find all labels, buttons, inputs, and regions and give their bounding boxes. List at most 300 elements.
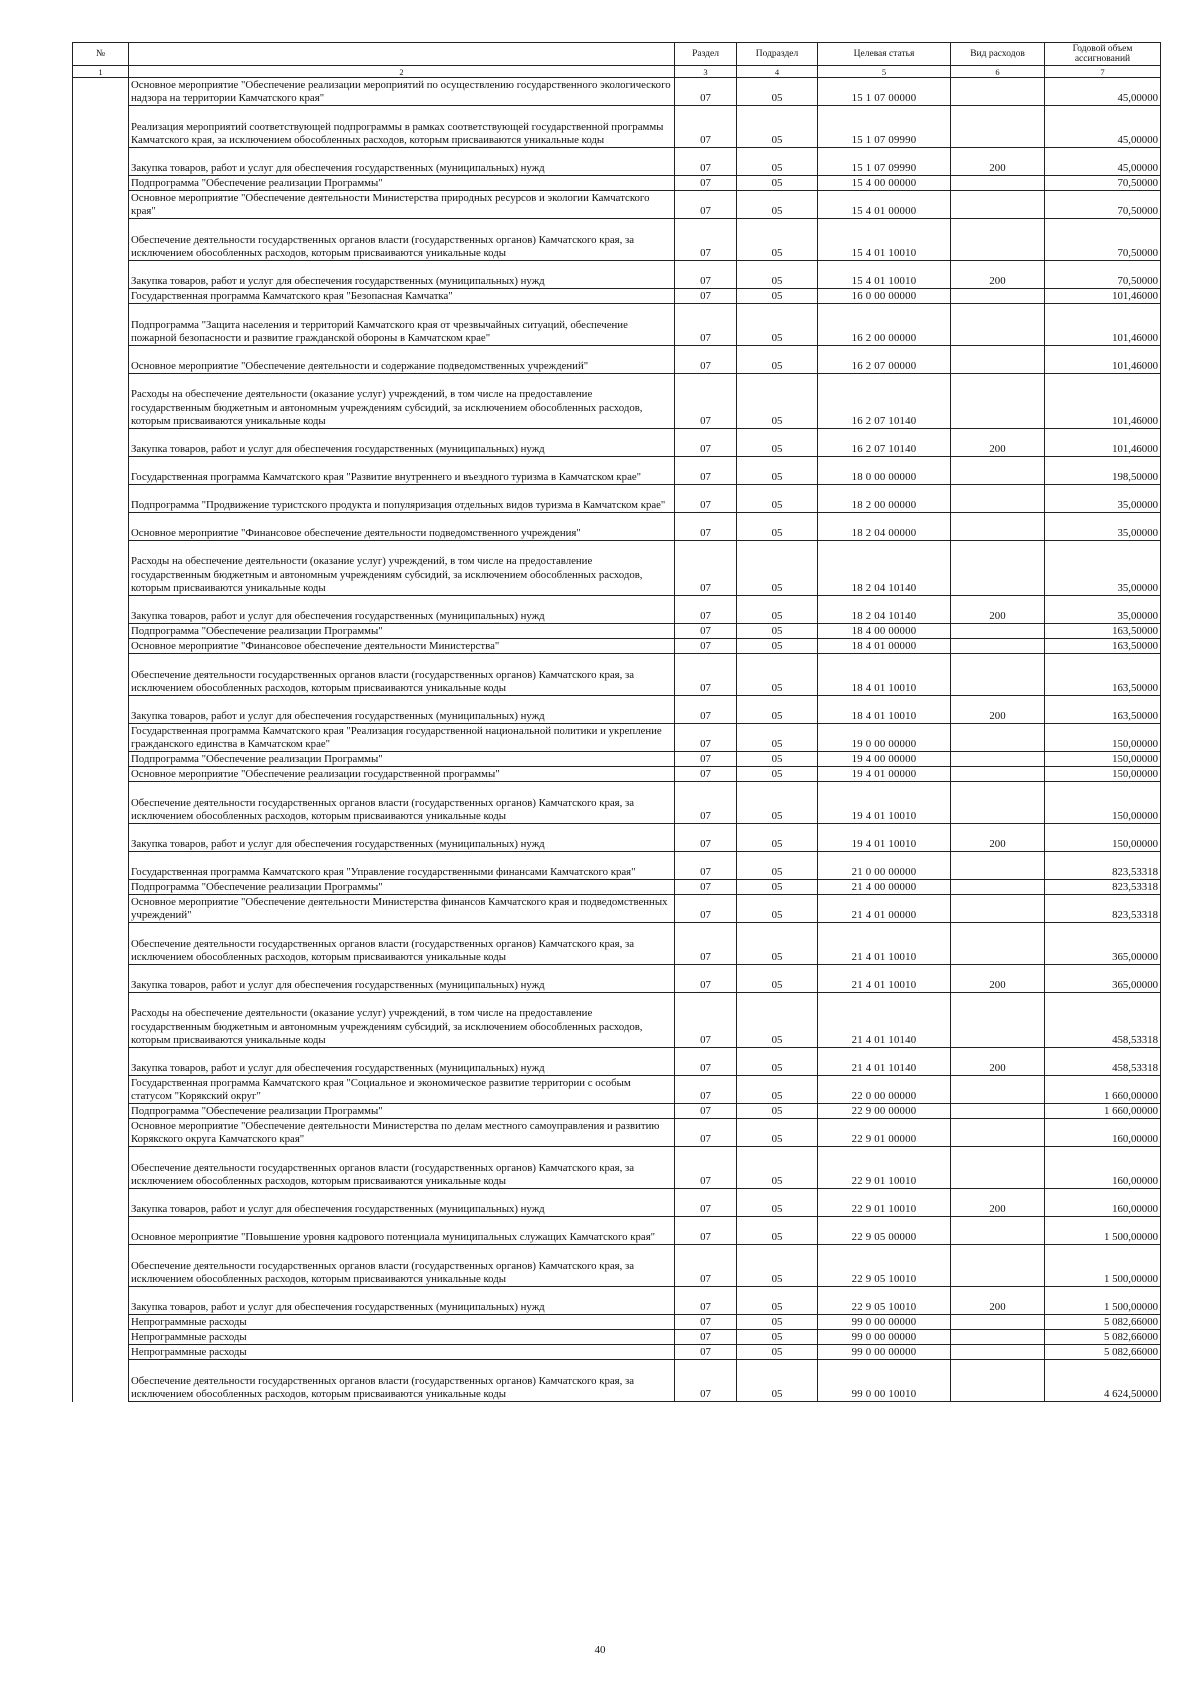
row-amount-cell: 458,53318 bbox=[1045, 993, 1161, 1048]
row-number-cell bbox=[73, 639, 129, 654]
row-name-cell: Основное мероприятие "Обеспечение деятельности Министерства по делам местного самоуправления и развитию Корякского округа Камчатского края" bbox=[129, 1119, 675, 1147]
row-name-cell: Подпрограмма "Защита населения и территорий Камчатского края от чрезвычайных ситуаций, обеспечение пожарной безопасности и развитие гражданской обороны в Камчатском крае" bbox=[129, 304, 675, 346]
row-expense-type-cell bbox=[951, 346, 1045, 374]
row-section-cell: 07 bbox=[675, 148, 737, 176]
row-subsection-cell: 05 bbox=[737, 457, 818, 485]
table-row bbox=[73, 1345, 1161, 1360]
row-number-cell bbox=[73, 289, 129, 304]
row-number-cell bbox=[73, 1330, 129, 1345]
row-target-article-cell: 21 4 01 10010 bbox=[818, 923, 951, 965]
row-amount-cell: 160,00000 bbox=[1045, 1147, 1161, 1189]
table-row bbox=[73, 1245, 1161, 1287]
row-expense-type-cell: 200 bbox=[951, 148, 1045, 176]
row-expense-type-cell: 200 bbox=[951, 1287, 1045, 1315]
table-row bbox=[73, 176, 1161, 191]
row-number-cell bbox=[73, 541, 129, 596]
row-section-cell: 07 bbox=[675, 767, 737, 782]
page-number: 40 bbox=[594, 1644, 606, 1656]
row-expense-type-cell: 200 bbox=[951, 261, 1045, 289]
row-number-cell bbox=[73, 965, 129, 993]
row-section-cell: 07 bbox=[675, 895, 737, 923]
row-amount-cell: 163,50000 bbox=[1045, 696, 1161, 724]
row-amount-cell: 5 082,66000 bbox=[1045, 1345, 1161, 1360]
row-target-article-cell: 18 4 01 00000 bbox=[818, 639, 951, 654]
row-number-cell bbox=[73, 654, 129, 696]
row-number-cell bbox=[73, 457, 129, 485]
header-target-article: Целевая статья bbox=[818, 43, 951, 66]
row-name-cell: Государственная программа Камчатского края "Социальное и экономическое развитие территории с особым статусом "Корякский округ" bbox=[129, 1076, 675, 1104]
row-amount-cell: 70,50000 bbox=[1045, 261, 1161, 289]
row-section-cell: 07 bbox=[675, 965, 737, 993]
row-name-cell: Закупка товаров, работ и услуг для обеспечения государственных (муниципальных) нужд bbox=[129, 824, 675, 852]
row-number-cell bbox=[73, 596, 129, 624]
row-amount-cell: 1 660,00000 bbox=[1045, 1076, 1161, 1104]
row-name-cell: Расходы на обеспечение деятельности (оказание услуг) учреждений, в том числе на предоставление государственным бюджетным и автономным учреждениям субсидий, за исключением обособленных расходов, которым присваиваются уникальные коды bbox=[129, 541, 675, 596]
row-amount-cell: 101,46000 bbox=[1045, 304, 1161, 346]
row-target-article-cell: 21 4 01 00000 bbox=[818, 895, 951, 923]
row-target-article-cell: 16 0 00 00000 bbox=[818, 289, 951, 304]
row-number-cell bbox=[73, 304, 129, 346]
row-subsection-cell: 05 bbox=[737, 1245, 818, 1287]
column-number: 6 bbox=[951, 66, 1045, 78]
row-name-cell: Основное мероприятие "Финансовое обеспечение деятельности Министерства" bbox=[129, 639, 675, 654]
row-target-article-cell: 99 0 00 00000 bbox=[818, 1330, 951, 1345]
row-amount-cell: 150,00000 bbox=[1045, 724, 1161, 752]
row-number-cell bbox=[73, 624, 129, 639]
row-expense-type-cell bbox=[951, 993, 1045, 1048]
row-number-cell bbox=[73, 824, 129, 852]
table-row bbox=[73, 289, 1161, 304]
row-amount-cell: 101,46000 bbox=[1045, 289, 1161, 304]
row-expense-type-cell bbox=[951, 457, 1045, 485]
row-subsection-cell: 05 bbox=[737, 596, 818, 624]
row-subsection-cell: 05 bbox=[737, 1330, 818, 1345]
row-expense-type-cell: 200 bbox=[951, 824, 1045, 852]
row-amount-cell: 823,53318 bbox=[1045, 852, 1161, 880]
table-row bbox=[73, 1147, 1161, 1189]
row-target-article-cell: 18 2 04 10140 bbox=[818, 596, 951, 624]
table-row bbox=[73, 624, 1161, 639]
row-expense-type-cell bbox=[951, 374, 1045, 429]
budget-table-sheet bbox=[72, 42, 1160, 1402]
row-number-cell bbox=[73, 880, 129, 895]
row-target-article-cell: 15 4 01 10010 bbox=[818, 219, 951, 261]
table-row bbox=[73, 106, 1161, 148]
header-annual-volume: Годовой объем ассигнований bbox=[1045, 43, 1161, 66]
row-amount-cell: 35,00000 bbox=[1045, 596, 1161, 624]
row-expense-type-cell bbox=[951, 289, 1045, 304]
column-number-row bbox=[73, 66, 1161, 78]
row-target-article-cell: 21 4 01 10140 bbox=[818, 1048, 951, 1076]
row-name-cell: Обеспечение деятельности государственных органов власти (государственных органов) Камчатского края, за исключением обособленных расходов, которым присваиваются уникальные коды bbox=[129, 1245, 675, 1287]
row-section-cell: 07 bbox=[675, 752, 737, 767]
row-number-cell bbox=[73, 1076, 129, 1104]
row-section-cell: 07 bbox=[675, 782, 737, 824]
row-amount-cell: 101,46000 bbox=[1045, 346, 1161, 374]
row-expense-type-cell bbox=[951, 485, 1045, 513]
row-subsection-cell: 05 bbox=[737, 513, 818, 541]
row-name-cell: Государственная программа Камчатского края "Управление государственными финансами Камчатского края" bbox=[129, 852, 675, 880]
row-section-cell: 07 bbox=[675, 429, 737, 457]
row-expense-type-cell bbox=[951, 1119, 1045, 1147]
row-section-cell: 07 bbox=[675, 346, 737, 374]
row-number-cell bbox=[73, 219, 129, 261]
row-amount-cell: 1 500,00000 bbox=[1045, 1217, 1161, 1245]
row-target-article-cell: 15 1 07 00000 bbox=[818, 78, 951, 106]
row-name-cell: Подпрограмма "Обеспечение реализации Программы" bbox=[129, 1104, 675, 1119]
row-section-cell: 07 bbox=[675, 654, 737, 696]
row-section-cell: 07 bbox=[675, 993, 737, 1048]
row-name-cell: Основное мероприятие "Обеспечение реализации государственной программы" bbox=[129, 767, 675, 782]
row-number-cell bbox=[73, 1245, 129, 1287]
column-number: 4 bbox=[737, 66, 818, 78]
row-amount-cell: 35,00000 bbox=[1045, 485, 1161, 513]
table-row bbox=[73, 782, 1161, 824]
table-row bbox=[73, 1104, 1161, 1119]
row-name-cell: Закупка товаров, работ и услуг для обеспечения государственных (муниципальных) нужд bbox=[129, 696, 675, 724]
table-row bbox=[73, 374, 1161, 429]
row-section-cell: 07 bbox=[675, 1104, 737, 1119]
row-expense-type-cell bbox=[951, 541, 1045, 596]
row-expense-type-cell bbox=[951, 513, 1045, 541]
row-target-article-cell: 22 9 00 00000 bbox=[818, 1104, 951, 1119]
row-target-article-cell: 15 4 01 00000 bbox=[818, 191, 951, 219]
row-amount-cell: 163,50000 bbox=[1045, 654, 1161, 696]
row-name-cell: Основное мероприятие "Финансовое обеспечение деятельности подведомственного учреждения" bbox=[129, 513, 675, 541]
row-name-cell: Основное мероприятие "Обеспечение деятельности и содержание подведомственных учреждений" bbox=[129, 346, 675, 374]
row-number-cell bbox=[73, 767, 129, 782]
row-subsection-cell: 05 bbox=[737, 261, 818, 289]
row-subsection-cell: 05 bbox=[737, 852, 818, 880]
row-section-cell: 07 bbox=[675, 624, 737, 639]
row-expense-type-cell bbox=[951, 219, 1045, 261]
budget-table bbox=[72, 42, 1161, 1402]
row-name-cell: Закупка товаров, работ и услуг для обеспечения государственных (муниципальных) нужд bbox=[129, 1287, 675, 1315]
row-expense-type-cell bbox=[951, 880, 1045, 895]
row-section-cell: 07 bbox=[675, 78, 737, 106]
row-expense-type-cell bbox=[951, 106, 1045, 148]
row-subsection-cell: 05 bbox=[737, 880, 818, 895]
row-name-cell: Подпрограмма "Обеспечение реализации Программы" bbox=[129, 624, 675, 639]
row-subsection-cell: 05 bbox=[737, 219, 818, 261]
row-subsection-cell: 05 bbox=[737, 654, 818, 696]
row-subsection-cell: 05 bbox=[737, 923, 818, 965]
row-amount-cell: 101,46000 bbox=[1045, 429, 1161, 457]
table-row bbox=[73, 654, 1161, 696]
row-section-cell: 07 bbox=[675, 541, 737, 596]
row-number-cell bbox=[73, 106, 129, 148]
row-amount-cell: 150,00000 bbox=[1045, 752, 1161, 767]
row-section-cell: 07 bbox=[675, 219, 737, 261]
table-row bbox=[73, 852, 1161, 880]
column-number: 2 bbox=[129, 66, 675, 78]
row-expense-type-cell bbox=[951, 639, 1045, 654]
row-target-article-cell: 21 4 01 10010 bbox=[818, 965, 951, 993]
row-name-cell: Обеспечение деятельности государственных органов власти (государственных органов) Камчатского края, за исключением обособленных расходов, которым присваиваются уникальные коды bbox=[129, 654, 675, 696]
row-section-cell: 07 bbox=[675, 1217, 737, 1245]
row-amount-cell: 150,00000 bbox=[1045, 767, 1161, 782]
table-row bbox=[73, 965, 1161, 993]
row-amount-cell: 365,00000 bbox=[1045, 965, 1161, 993]
table-body bbox=[73, 78, 1161, 1402]
row-subsection-cell: 05 bbox=[737, 1360, 818, 1402]
header-section: Раздел bbox=[675, 43, 737, 66]
row-number-cell bbox=[73, 429, 129, 457]
row-section-cell: 07 bbox=[675, 724, 737, 752]
row-subsection-cell: 05 bbox=[737, 429, 818, 457]
row-name-cell: Закупка товаров, работ и услуг для обеспечения государственных (муниципальных) нужд bbox=[129, 596, 675, 624]
row-name-cell: Расходы на обеспечение деятельности (оказание услуг) учреждений, в том числе на предоставление государственным бюджетным и автономным учреждениям субсидий, за исключением обособленных расходов, которым присваиваются уникальные коды bbox=[129, 993, 675, 1048]
row-expense-type-cell bbox=[951, 1217, 1045, 1245]
row-target-article-cell: 16 2 07 00000 bbox=[818, 346, 951, 374]
column-number: 3 bbox=[675, 66, 737, 78]
row-target-article-cell: 99 0 00 10010 bbox=[818, 1360, 951, 1402]
row-amount-cell: 70,50000 bbox=[1045, 176, 1161, 191]
row-amount-cell: 458,53318 bbox=[1045, 1048, 1161, 1076]
row-expense-type-cell bbox=[951, 895, 1045, 923]
header-name bbox=[129, 43, 675, 66]
row-number-cell bbox=[73, 191, 129, 219]
row-number-cell bbox=[73, 1315, 129, 1330]
row-name-cell: Подпрограмма "Обеспечение реализации Программы" bbox=[129, 880, 675, 895]
row-name-cell: Основное мероприятие "Обеспечение реализации мероприятий по осуществлению государственного экологического надзора на территории Камчатского края" bbox=[129, 78, 675, 106]
row-name-cell: Реализация мероприятий соответствующей подпрограммы в рамках соответствующей государственной программы Камчатского края, за исключением обособленных расходов, которым присваиваются уникальные коды bbox=[129, 106, 675, 148]
table-row bbox=[73, 824, 1161, 852]
row-amount-cell: 160,00000 bbox=[1045, 1119, 1161, 1147]
row-number-cell bbox=[73, 1345, 129, 1360]
row-expense-type-cell bbox=[951, 923, 1045, 965]
row-name-cell: Непрограммные расходы bbox=[129, 1330, 675, 1345]
row-amount-cell: 823,53318 bbox=[1045, 895, 1161, 923]
row-amount-cell: 150,00000 bbox=[1045, 782, 1161, 824]
row-amount-cell: 163,50000 bbox=[1045, 624, 1161, 639]
row-section-cell: 07 bbox=[675, 1287, 737, 1315]
header-row bbox=[73, 43, 1161, 66]
row-section-cell: 07 bbox=[675, 1330, 737, 1345]
header-no: № bbox=[73, 43, 129, 66]
row-subsection-cell: 05 bbox=[737, 696, 818, 724]
row-number-cell bbox=[73, 148, 129, 176]
row-number-cell bbox=[73, 176, 129, 191]
row-expense-type-cell: 200 bbox=[951, 429, 1045, 457]
row-expense-type-cell: 200 bbox=[951, 965, 1045, 993]
row-number-cell bbox=[73, 1104, 129, 1119]
column-number: 7 bbox=[1045, 66, 1161, 78]
row-number-cell bbox=[73, 752, 129, 767]
row-amount-cell: 823,53318 bbox=[1045, 880, 1161, 895]
row-subsection-cell: 05 bbox=[737, 485, 818, 513]
row-subsection-cell: 05 bbox=[737, 346, 818, 374]
column-number: 5 bbox=[818, 66, 951, 78]
row-section-cell: 07 bbox=[675, 1315, 737, 1330]
row-section-cell: 07 bbox=[675, 457, 737, 485]
table-row bbox=[73, 346, 1161, 374]
row-amount-cell: 45,00000 bbox=[1045, 106, 1161, 148]
row-amount-cell: 163,50000 bbox=[1045, 639, 1161, 654]
row-amount-cell: 365,00000 bbox=[1045, 923, 1161, 965]
table-row bbox=[73, 1217, 1161, 1245]
row-section-cell: 07 bbox=[675, 513, 737, 541]
row-name-cell: Расходы на обеспечение деятельности (оказание услуг) учреждений, в том числе на предоставление государственным бюджетным и автономным учреждениям субсидий, за исключением обособленных расходов, которым присваиваются уникальные коды bbox=[129, 374, 675, 429]
row-name-cell: Государственная программа Камчатского края "Развитие внутреннего и въездного туризма в Камчатском крае" bbox=[129, 457, 675, 485]
row-subsection-cell: 05 bbox=[737, 824, 818, 852]
row-target-article-cell: 18 2 04 10140 bbox=[818, 541, 951, 596]
table-row bbox=[73, 895, 1161, 923]
row-amount-cell: 70,50000 bbox=[1045, 219, 1161, 261]
row-number-cell bbox=[73, 1189, 129, 1217]
row-name-cell: Обеспечение деятельности государственных органов власти (государственных органов) Камчатского края, за исключением обособленных расходов, которым присваиваются уникальные коды bbox=[129, 782, 675, 824]
table-row bbox=[73, 1315, 1161, 1330]
row-number-cell bbox=[73, 782, 129, 824]
row-name-cell: Закупка товаров, работ и услуг для обеспечения государственных (муниципальных) нужд bbox=[129, 965, 675, 993]
row-number-cell bbox=[73, 1287, 129, 1315]
row-subsection-cell: 05 bbox=[737, 1345, 818, 1360]
row-section-cell: 07 bbox=[675, 106, 737, 148]
row-target-article-cell: 16 2 07 10140 bbox=[818, 429, 951, 457]
row-expense-type-cell bbox=[951, 304, 1045, 346]
row-amount-cell: 5 082,66000 bbox=[1045, 1330, 1161, 1345]
row-subsection-cell: 05 bbox=[737, 1315, 818, 1330]
table-row bbox=[73, 1119, 1161, 1147]
row-section-cell: 07 bbox=[675, 923, 737, 965]
table-row bbox=[73, 724, 1161, 752]
row-expense-type-cell bbox=[951, 752, 1045, 767]
row-subsection-cell: 05 bbox=[737, 1076, 818, 1104]
row-subsection-cell: 05 bbox=[737, 767, 818, 782]
row-section-cell: 07 bbox=[675, 485, 737, 513]
row-section-cell: 07 bbox=[675, 304, 737, 346]
row-target-article-cell: 19 0 00 00000 bbox=[818, 724, 951, 752]
row-section-cell: 07 bbox=[675, 639, 737, 654]
table-row bbox=[73, 1076, 1161, 1104]
row-name-cell: Обеспечение деятельности государственных органов власти (государственных органов) Камчатского края, за исключением обособленных расходов, которым присваиваются уникальные коды bbox=[129, 219, 675, 261]
row-target-article-cell: 21 4 01 10140 bbox=[818, 993, 951, 1048]
table-row bbox=[73, 78, 1161, 106]
row-expense-type-cell bbox=[951, 724, 1045, 752]
table-row bbox=[73, 541, 1161, 596]
row-amount-cell: 101,46000 bbox=[1045, 374, 1161, 429]
row-expense-type-cell bbox=[951, 852, 1045, 880]
row-subsection-cell: 05 bbox=[737, 148, 818, 176]
table-row bbox=[73, 429, 1161, 457]
row-section-cell: 07 bbox=[675, 1147, 737, 1189]
row-target-article-cell: 22 9 01 10010 bbox=[818, 1147, 951, 1189]
row-amount-cell: 45,00000 bbox=[1045, 148, 1161, 176]
row-section-cell: 07 bbox=[675, 289, 737, 304]
row-amount-cell: 160,00000 bbox=[1045, 1189, 1161, 1217]
table-row bbox=[73, 696, 1161, 724]
table-row bbox=[73, 261, 1161, 289]
row-subsection-cell: 05 bbox=[737, 1104, 818, 1119]
row-subsection-cell: 05 bbox=[737, 639, 818, 654]
table-row bbox=[73, 1048, 1161, 1076]
row-target-article-cell: 18 2 04 00000 bbox=[818, 513, 951, 541]
row-expense-type-cell: 200 bbox=[951, 596, 1045, 624]
row-expense-type-cell bbox=[951, 78, 1045, 106]
row-target-article-cell: 22 0 00 00000 bbox=[818, 1076, 951, 1104]
row-target-article-cell: 22 9 05 10010 bbox=[818, 1287, 951, 1315]
row-name-cell: Обеспечение деятельности государственных органов власти (государственных органов) Камчатского края, за исключением обособленных расходов, которым присваиваются уникальные коды bbox=[129, 1360, 675, 1402]
row-target-article-cell: 18 2 00 00000 bbox=[818, 485, 951, 513]
row-section-cell: 07 bbox=[675, 1119, 737, 1147]
row-expense-type-cell bbox=[951, 176, 1045, 191]
table-row bbox=[73, 457, 1161, 485]
row-subsection-cell: 05 bbox=[737, 993, 818, 1048]
row-expense-type-cell bbox=[951, 1104, 1045, 1119]
row-target-article-cell: 16 2 07 10140 bbox=[818, 374, 951, 429]
table-row bbox=[73, 880, 1161, 895]
header-subsection: Подраздел bbox=[737, 43, 818, 66]
row-target-article-cell: 19 4 01 10010 bbox=[818, 824, 951, 852]
row-target-article-cell: 19 4 00 00000 bbox=[818, 752, 951, 767]
row-name-cell: Подпрограмма "Продвижение туристского продукта и популяризация отдельных видов туризма в Камчатском крае" bbox=[129, 485, 675, 513]
row-subsection-cell: 05 bbox=[737, 1147, 818, 1189]
row-target-article-cell: 22 9 05 10010 bbox=[818, 1245, 951, 1287]
row-number-cell bbox=[73, 993, 129, 1048]
row-number-cell bbox=[73, 1147, 129, 1189]
row-subsection-cell: 05 bbox=[737, 724, 818, 752]
row-subsection-cell: 05 bbox=[737, 965, 818, 993]
row-amount-cell: 1 500,00000 bbox=[1045, 1245, 1161, 1287]
row-name-cell: Непрограммные расходы bbox=[129, 1315, 675, 1330]
table-row bbox=[73, 639, 1161, 654]
row-target-article-cell: 19 4 01 10010 bbox=[818, 782, 951, 824]
row-subsection-cell: 05 bbox=[737, 176, 818, 191]
table-row bbox=[73, 752, 1161, 767]
row-name-cell: Закупка товаров, работ и услуг для обеспечения государственных (муниципальных) нужд bbox=[129, 429, 675, 457]
row-subsection-cell: 05 bbox=[737, 289, 818, 304]
row-target-article-cell: 15 1 07 09990 bbox=[818, 106, 951, 148]
row-expense-type-cell: 200 bbox=[951, 1189, 1045, 1217]
row-subsection-cell: 05 bbox=[737, 624, 818, 639]
table-row bbox=[73, 1360, 1161, 1402]
row-name-cell: Основное мероприятие "Обеспечение деятельности Министерства природных ресурсов и экологии Камчатского края" bbox=[129, 191, 675, 219]
row-amount-cell: 1 660,00000 bbox=[1045, 1104, 1161, 1119]
table-row bbox=[73, 1189, 1161, 1217]
row-section-cell: 07 bbox=[675, 1189, 737, 1217]
row-expense-type-cell bbox=[951, 1360, 1045, 1402]
row-target-article-cell: 18 4 01 10010 bbox=[818, 654, 951, 696]
row-subsection-cell: 05 bbox=[737, 78, 818, 106]
row-expense-type-cell bbox=[951, 767, 1045, 782]
table-row bbox=[73, 485, 1161, 513]
row-section-cell: 07 bbox=[675, 176, 737, 191]
table-row bbox=[73, 1330, 1161, 1345]
row-target-article-cell: 18 4 01 10010 bbox=[818, 696, 951, 724]
row-name-cell: Непрограммные расходы bbox=[129, 1345, 675, 1360]
row-name-cell: Основное мероприятие "Повышение уровня кадрового потенциала муниципальных служащих Камчатского края" bbox=[129, 1217, 675, 1245]
row-name-cell: Закупка товаров, работ и услуг для обеспечения государственных (муниципальных) нужд bbox=[129, 148, 675, 176]
row-number-cell bbox=[73, 374, 129, 429]
row-target-article-cell: 99 0 00 00000 bbox=[818, 1345, 951, 1360]
row-number-cell bbox=[73, 346, 129, 374]
row-section-cell: 07 bbox=[675, 1048, 737, 1076]
row-number-cell bbox=[73, 895, 129, 923]
row-amount-cell: 198,50000 bbox=[1045, 457, 1161, 485]
row-section-cell: 07 bbox=[675, 824, 737, 852]
row-amount-cell: 150,00000 bbox=[1045, 824, 1161, 852]
row-target-article-cell: 15 1 07 09990 bbox=[818, 148, 951, 176]
row-expense-type-cell bbox=[951, 782, 1045, 824]
row-expense-type-cell bbox=[951, 1345, 1045, 1360]
row-name-cell: Обеспечение деятельности государственных органов власти (государственных органов) Камчатского края, за исключением обособленных расходов, которым присваиваются уникальные коды bbox=[129, 1147, 675, 1189]
row-target-article-cell: 22 9 01 10010 bbox=[818, 1189, 951, 1217]
row-number-cell bbox=[73, 724, 129, 752]
row-name-cell: Государственная программа Камчатского края "Безопасная Камчатка" bbox=[129, 289, 675, 304]
row-expense-type-cell bbox=[951, 624, 1045, 639]
row-number-cell bbox=[73, 1360, 129, 1402]
row-number-cell bbox=[73, 261, 129, 289]
